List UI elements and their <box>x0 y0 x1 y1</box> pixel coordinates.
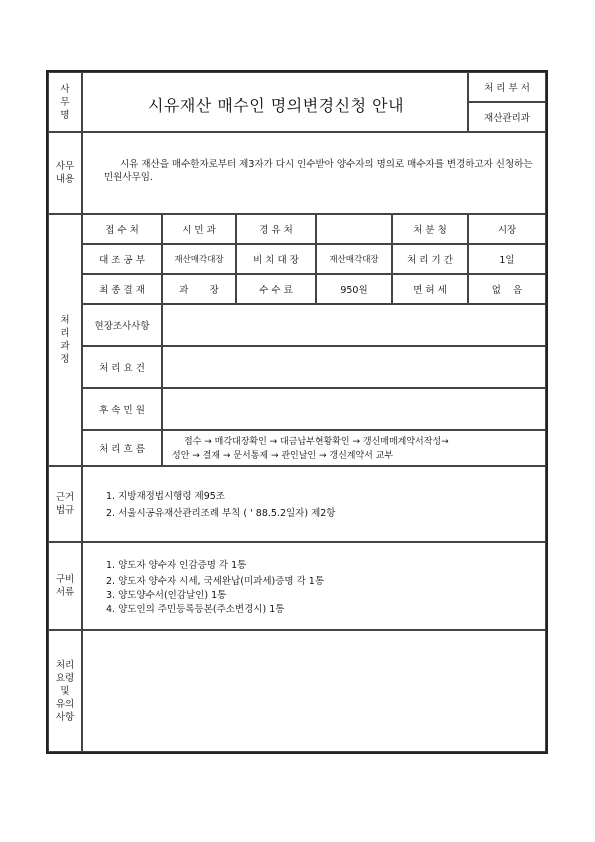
docs-item: 3. 양도양수서(인감날인) 1통 <box>106 590 227 601</box>
legal-item: 2. 서울시공유재산관리조례 부칙 ( ' 88.5.2일자) 제2항 <box>106 508 336 519</box>
dept-value: 재산관리과 <box>468 102 546 132</box>
legal-label: 근거 법규 <box>48 466 82 542</box>
kept-ledger-label: 비 치 대 장 <box>236 244 316 274</box>
followup-label: 후 속 민 원 <box>82 388 162 430</box>
work-label: 사무 내용 <box>48 132 82 214</box>
intake-label: 접 수 처 <box>82 214 162 244</box>
docs-item: 1. 양도자 양수자 인감증명 각 1통 <box>106 560 247 571</box>
notes-label: 처리 요령 및 유의 사항 <box>48 630 82 752</box>
fee-value: 950원 <box>316 274 392 304</box>
requirements-label: 처 리 요 건 <box>82 346 162 388</box>
final-approval-value: 과 장 <box>162 274 236 304</box>
processing-period-value: 1일 <box>468 244 546 274</box>
site-survey-value <box>162 304 546 346</box>
docs-item: 2. 양도자 양수자 시세, 국세완납(미과세)증명 각 1통 <box>106 576 325 587</box>
license-tax-label: 면 허 세 <box>392 274 468 304</box>
notes-content <box>82 630 546 752</box>
authority-value: 시장 <box>468 214 546 244</box>
followup-value <box>162 388 546 430</box>
dept-label: 처 리 부 서 <box>468 72 546 102</box>
reference-ledger-label: 대 조 공 부 <box>82 244 162 274</box>
via-value <box>316 214 392 244</box>
intake-value: 시 민 과 <box>162 214 236 244</box>
site-survey-label: 현장조사사항 <box>82 304 162 346</box>
docs-label: 구비 서류 <box>48 542 82 630</box>
legal-item: 1. 지방재정법시행령 제95조 <box>106 491 225 502</box>
license-tax-value: 없 음 <box>468 274 546 304</box>
final-approval-label: 최 종 결 재 <box>82 274 162 304</box>
legal-cell <box>82 466 546 542</box>
processing-period-label: 처 리 기 간 <box>392 244 468 274</box>
header-side-label: 사 무 명 <box>60 83 70 121</box>
docs-item: 4. 양도인의 주민등록등본(주소변경시) 1통 <box>106 604 285 615</box>
reference-ledger-value: 재산매각대장 <box>162 244 236 274</box>
via-label: 경 유 처 <box>236 214 316 244</box>
flow-label: 처 리 흐 름 <box>82 430 162 466</box>
process-side-label: 처 리 과 정 <box>48 214 82 466</box>
page-title: 시유재산 매수인 명의변경신청 안내 <box>147 95 405 115</box>
kept-ledger-value: 재산매각대장 <box>316 244 392 274</box>
flow-line-1: 접수 → 매각대장확인 → 대금납부현황확인 → 갱신매매계약서작성→ <box>184 437 449 447</box>
flow-line-2: 성안 → 결재 → 문서통제 → 관인날인 → 갱신계약서 교부 <box>172 451 394 461</box>
fee-label: 수 수 료 <box>236 274 316 304</box>
work-content: 시유 재산을 매수한자로부터 제3자가 다시 인수받아 양수자의 명의로 매수자를 변경하고자 신청하는 민원사무임. <box>104 159 533 183</box>
authority-label: 처 분 청 <box>392 214 468 244</box>
requirements-value <box>162 346 546 388</box>
